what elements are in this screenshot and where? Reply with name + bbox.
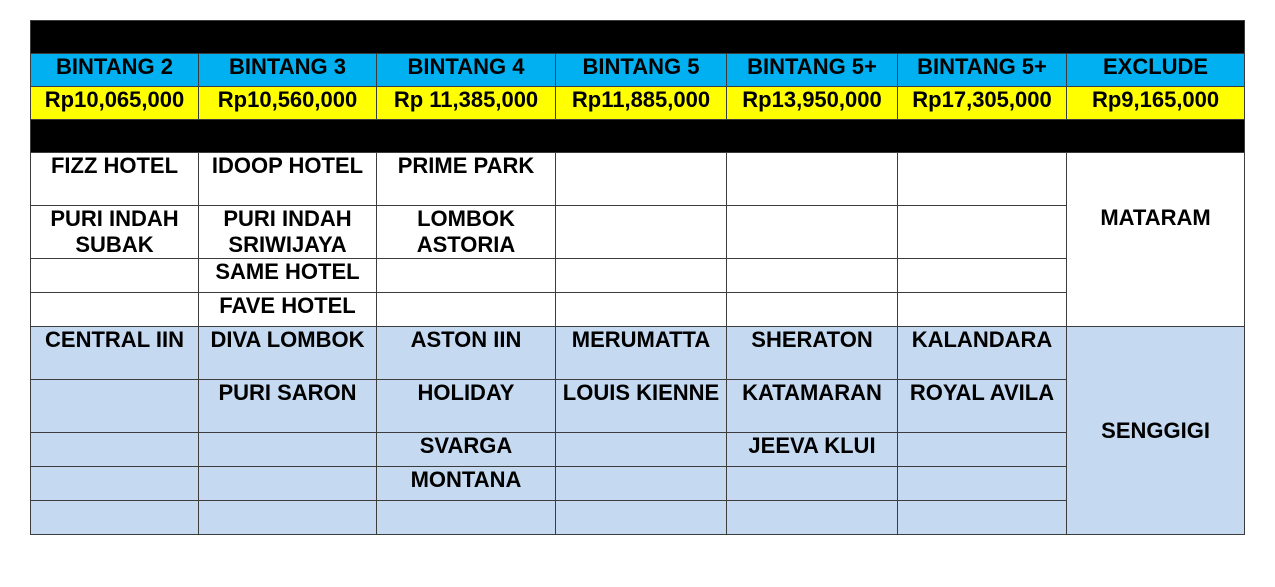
hotel-cell: FAVE HOTEL — [199, 293, 377, 327]
table-row — [31, 259, 1245, 293]
hotel-cell — [31, 501, 199, 535]
hotel-cell: KATAMARAN — [727, 380, 898, 433]
table-row — [31, 467, 1245, 501]
price-cell: Rp9,165,000 — [1067, 87, 1245, 120]
table-title: HARGA HONEYMOON LOMBOK 4 HARI 3 MALAM PAKET C — [31, 21, 1245, 54]
hotel-cell: CENTRAL IIN — [31, 327, 199, 380]
hotel-cell — [31, 259, 199, 293]
table-row — [31, 380, 1245, 433]
hotel-cell — [727, 293, 898, 327]
hotel-cell — [31, 380, 199, 433]
hotel-cell: SAME HOTEL — [199, 259, 377, 293]
hotel-cell — [199, 467, 377, 501]
category-header: BINTANG 5+ — [727, 54, 898, 87]
category-header: EXCLUDE — [1067, 54, 1245, 87]
hotel-cell: DIVA LOMBOK — [199, 327, 377, 380]
hotel-cell — [898, 153, 1067, 206]
hotel-cell — [727, 501, 898, 535]
hotel-cell — [31, 433, 199, 467]
price-cell: Rp13,950,000 — [727, 87, 898, 120]
price-cell: Rp17,305,000 — [898, 87, 1067, 120]
hotel-cell — [556, 293, 727, 327]
hotel-cell: SVARGA — [377, 433, 556, 467]
hotel-cell — [556, 433, 727, 467]
hotel-cell: ASTON IIN — [377, 327, 556, 380]
hotel-cell: MERUMATTA — [556, 327, 727, 380]
hotel-cell: IDOOP HOTEL — [199, 153, 377, 206]
hotel-cell — [556, 467, 727, 501]
hotel-cell — [727, 259, 898, 293]
table-row — [31, 293, 1245, 327]
category-header: BINTANG 4 — [377, 54, 556, 87]
hotel-cell: MONTANA — [377, 467, 556, 501]
region-label: MATARAM — [1100, 205, 1211, 230]
hotel-cell: JEEVA KLUI — [727, 433, 898, 467]
hotel-cell: SHERATON — [727, 327, 898, 380]
hotel-cell: ROYAL AVILA — [898, 380, 1067, 433]
hotel-cell — [898, 467, 1067, 501]
region-senggigi — [1067, 327, 1245, 535]
hotel-cell: PURI INDAH SRIWIJAYA — [199, 206, 377, 259]
hotel-cell — [199, 433, 377, 467]
price-cell: Rp 11,385,000 — [377, 87, 556, 120]
hotel-cell: FIZZ HOTEL — [31, 153, 199, 206]
price-cell: Rp11,885,000 — [556, 87, 727, 120]
hotel-cell — [727, 206, 898, 259]
price-cell: Rp10,560,000 — [199, 87, 377, 120]
category-header: BINTANG 2 — [31, 54, 199, 87]
table-row — [31, 206, 1245, 259]
hotel-cell — [898, 433, 1067, 467]
hotel-cell — [898, 501, 1067, 535]
hotel-cell — [898, 206, 1067, 259]
hotel-cell — [31, 293, 199, 327]
category-header: BINTANG 5 — [556, 54, 727, 87]
table-row — [31, 433, 1245, 467]
price-cell: Rp10,065,000 — [31, 87, 199, 120]
hotel-cell — [556, 501, 727, 535]
hotel-cell — [556, 153, 727, 206]
hotel-cell: PURI INDAH SUBAK — [31, 206, 199, 259]
hotel-cell: LOMBOK ASTORIA — [377, 206, 556, 259]
category-header: BINTANG 3 — [199, 54, 377, 87]
region-label: SENGGIGI — [1101, 417, 1210, 443]
table-row — [31, 153, 1245, 206]
hotel-cell — [898, 259, 1067, 293]
category-header: BINTANG 5+ — [898, 54, 1067, 87]
hotel-cell — [898, 293, 1067, 327]
hotel-cell — [377, 501, 556, 535]
hotel-cell — [199, 501, 377, 535]
hotel-cell: LOUIS KIENNE — [556, 380, 727, 433]
hotel-cell — [556, 206, 727, 259]
hotel-cell — [556, 259, 727, 293]
table-row — [31, 327, 1245, 380]
hotel-cell — [727, 153, 898, 206]
hotel-cell: PURI SARON — [199, 380, 377, 433]
hotel-cell — [377, 293, 556, 327]
section-title: PILIHAN HOTEL — [31, 120, 1245, 153]
hotel-cell: HOLIDAY — [377, 380, 556, 433]
table-row — [31, 501, 1245, 535]
hotel-cell: PRIME PARK — [377, 153, 556, 206]
hotel-cell — [377, 259, 556, 293]
hotel-cell — [31, 467, 199, 501]
price-table — [30, 20, 1245, 535]
hotel-cell: KALANDARA — [898, 327, 1067, 380]
region-mataram — [1067, 153, 1245, 327]
hotel-cell — [727, 467, 898, 501]
